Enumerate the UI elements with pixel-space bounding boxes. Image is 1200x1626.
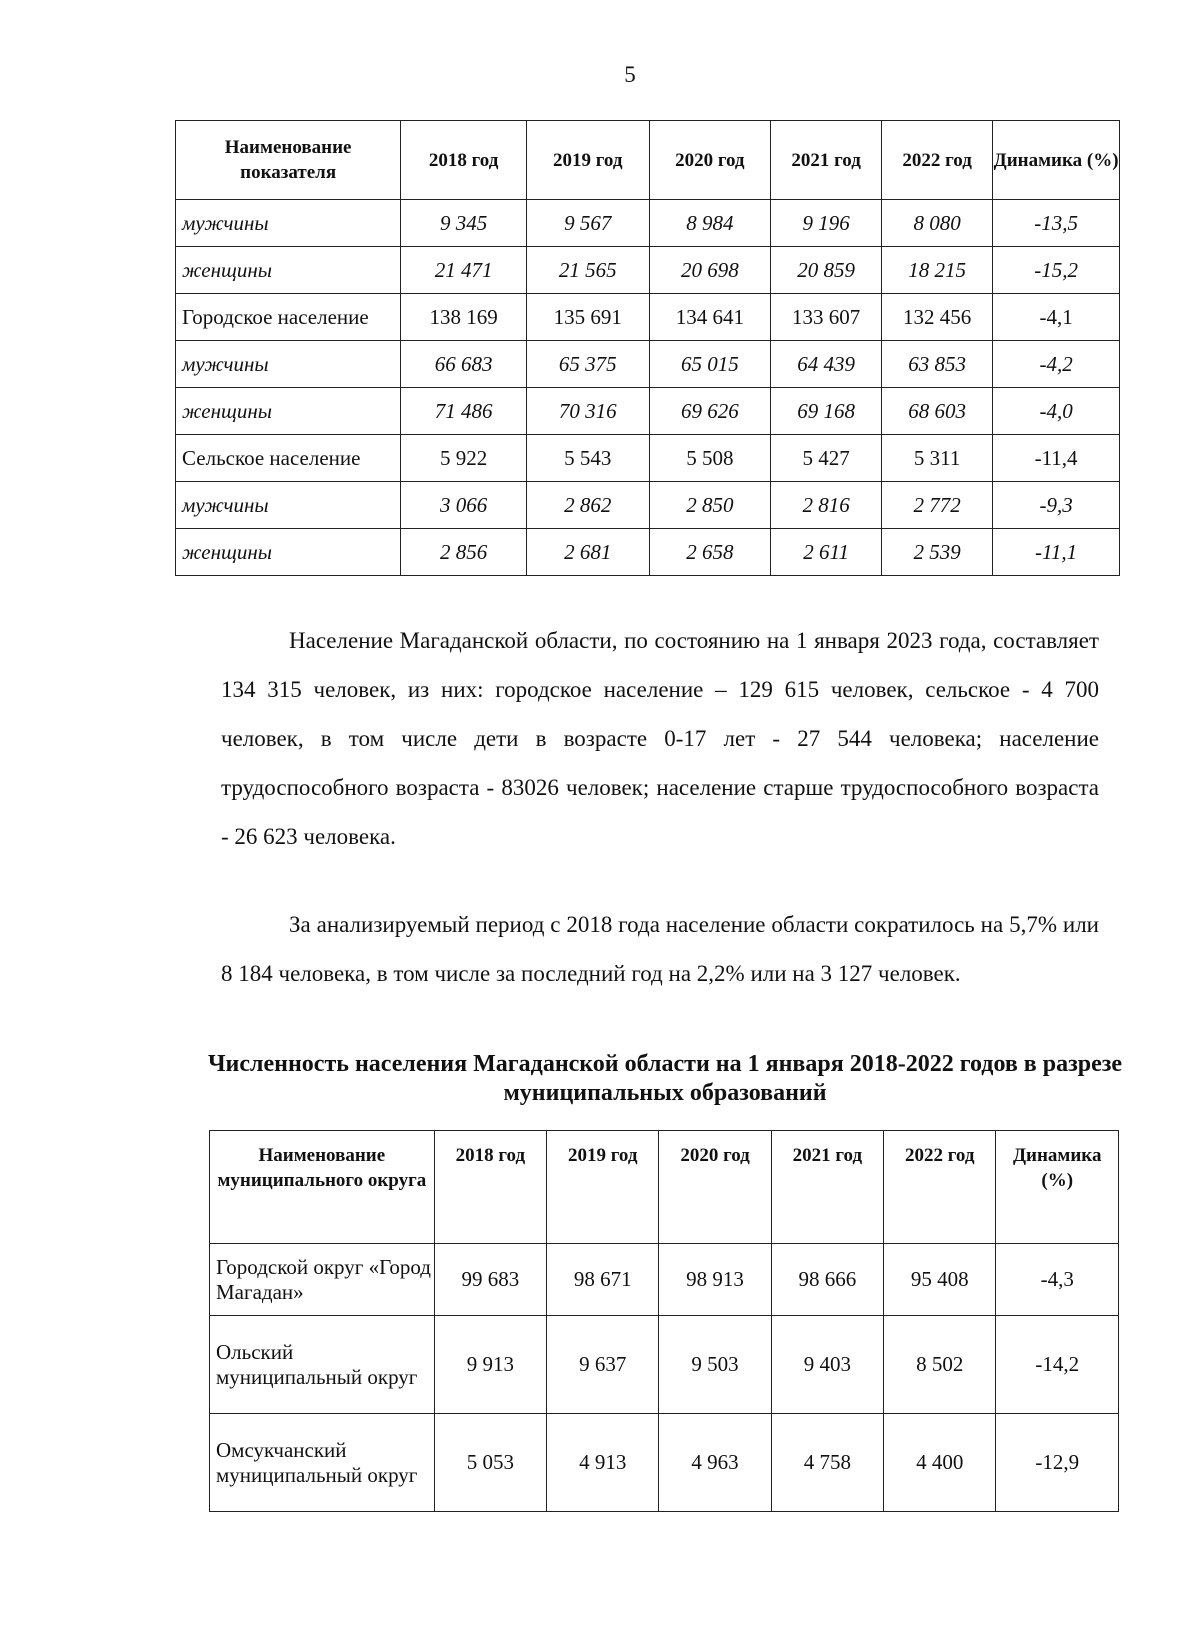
cell-2021: 4 758 [771, 1414, 883, 1512]
table-row [176, 341, 1120, 388]
cell-2018: 71 486 [401, 388, 527, 435]
cell-2021: 64 439 [771, 341, 882, 388]
header-indicator: Наименование показателя [176, 121, 401, 200]
cell-2022: 18 215 [882, 247, 993, 294]
table-row [176, 435, 1120, 482]
cell-dynamics: -11,4 [993, 435, 1120, 482]
cell-2020: 69 626 [649, 388, 771, 435]
row-label: мужчины [176, 482, 401, 529]
cell-dynamics: -9,3 [993, 482, 1120, 529]
population-summary-paragraph [221, 616, 1099, 861]
table-row [176, 200, 1120, 247]
header-2020: 2020 год [649, 121, 771, 200]
cell-2021: 2 611 [771, 529, 882, 576]
cell-2020: 5 508 [649, 435, 771, 482]
cell-2020: 9 503 [659, 1316, 771, 1414]
cell-2019: 135 691 [526, 294, 649, 341]
header-2021: 2021 год [771, 1131, 883, 1244]
population-table-urban-rural [175, 120, 1120, 576]
table-row [176, 388, 1120, 435]
header-2022: 2022 год [884, 1131, 996, 1244]
population-table-municipal [209, 1130, 1119, 1512]
cell-2018: 138 169 [401, 294, 527, 341]
table-row [210, 1244, 1119, 1316]
cell-2022: 2 772 [882, 482, 993, 529]
cell-2019: 4 913 [547, 1414, 659, 1512]
table-row [176, 482, 1120, 529]
cell-2020: 2 658 [649, 529, 771, 576]
section-title: Численность населения Магаданской области на 1 января 2018-2022 годов в разрезе муниципальных образований [207, 1051, 1123, 1106]
header-2019: 2019 год [526, 121, 649, 200]
table-header-row [176, 121, 1120, 200]
cell-2021: 20 859 [771, 247, 882, 294]
cell-2019: 9 637 [547, 1316, 659, 1414]
cell-2020: 98 913 [659, 1244, 771, 1316]
cell-2021: 69 168 [771, 388, 882, 435]
cell-2018: 21 471 [401, 247, 527, 294]
cell-dynamics: -4,3 [996, 1244, 1119, 1316]
header-2019: 2019 год [547, 1131, 659, 1244]
row-label: женщины [176, 388, 401, 435]
cell-2020: 65 015 [649, 341, 771, 388]
row-label: Сельское население [176, 435, 401, 482]
cell-2022: 4 400 [884, 1414, 996, 1512]
cell-2022: 132 456 [882, 294, 993, 341]
cell-2019: 70 316 [526, 388, 649, 435]
cell-2022: 68 603 [882, 388, 993, 435]
cell-2021: 9 403 [771, 1316, 883, 1414]
cell-2018: 3 066 [401, 482, 527, 529]
header-district: Наименование муниципального округа [210, 1131, 435, 1244]
cell-2022: 8 502 [884, 1316, 996, 1414]
row-label: мужчины [176, 341, 401, 388]
row-label: женщины [176, 529, 401, 576]
cell-2020: 134 641 [649, 294, 771, 341]
table-row [176, 529, 1120, 576]
cell-2022: 95 408 [884, 1244, 996, 1316]
cell-2021: 9 196 [771, 200, 882, 247]
row-label: Городское население [176, 294, 401, 341]
row-label: Городской округ «Город Магадан» [210, 1244, 435, 1316]
cell-2020: 8 984 [649, 200, 771, 247]
header-2021: 2021 год [771, 121, 882, 200]
cell-dynamics: -12,9 [996, 1414, 1119, 1512]
cell-dynamics: -4,2 [993, 341, 1120, 388]
cell-2020: 4 963 [659, 1414, 771, 1512]
cell-2022: 5 311 [882, 435, 993, 482]
row-label: Ольский муниципальный округ [210, 1316, 435, 1414]
cell-dynamics: -14,2 [996, 1316, 1119, 1414]
cell-2019: 65 375 [526, 341, 649, 388]
cell-2020: 2 850 [649, 482, 771, 529]
cell-2019: 2 862 [526, 482, 649, 529]
cell-2019: 21 565 [526, 247, 649, 294]
cell-2022: 2 539 [882, 529, 993, 576]
cell-2022: 8 080 [882, 200, 993, 247]
paragraph-text: За анализируемый период с 2018 года население области сократилось на 5,7% или 8 184 человека, в том числе за последний год на 2,2% или на 3 127 человек. [221, 912, 1099, 986]
table-row [210, 1316, 1119, 1414]
cell-2019: 9 567 [526, 200, 649, 247]
header-2018: 2018 год [434, 1131, 546, 1244]
cell-2021: 5 427 [771, 435, 882, 482]
header-dynamics: Динамика (%) [996, 1131, 1119, 1244]
cell-2020: 20 698 [649, 247, 771, 294]
cell-2018: 5 053 [434, 1414, 546, 1512]
cell-2018: 9 345 [401, 200, 527, 247]
table-header-row [210, 1131, 1119, 1244]
cell-dynamics: -4,0 [993, 388, 1120, 435]
table-row [176, 247, 1120, 294]
cell-2021: 2 816 [771, 482, 882, 529]
header-2018: 2018 год [401, 121, 527, 200]
cell-2018: 2 856 [401, 529, 527, 576]
cell-dynamics: -13,5 [993, 200, 1120, 247]
header-dynamics: Динамика (%) [993, 121, 1120, 200]
row-label: женщины [176, 247, 401, 294]
paragraph-text: Население Магаданской области, по состоянию на 1 января 2023 года, составляет 134 315 человек, из них: городское население – 129 615 человек, сельское - 4 700 человек, в том числе дети в возрасте 0-17 лет - 27 544 человека; население трудоспособного возраста - 83026 человек; население старше трудоспособного возраста - 26 623 человека. [221, 628, 1099, 849]
cell-2018: 66 683 [401, 341, 527, 388]
cell-2018: 5 922 [401, 435, 527, 482]
cell-2018: 9 913 [434, 1316, 546, 1414]
cell-2022: 63 853 [882, 341, 993, 388]
cell-dynamics: -4,1 [993, 294, 1120, 341]
row-label: мужчины [176, 200, 401, 247]
row-label: Омсукчанский муниципальный округ [210, 1414, 435, 1512]
cell-2019: 5 543 [526, 435, 649, 482]
table-row [176, 294, 1120, 341]
header-2022: 2022 год [882, 121, 993, 200]
cell-2019: 2 681 [526, 529, 649, 576]
page-number: 5 [624, 62, 636, 87]
header-2020: 2020 год [659, 1131, 771, 1244]
cell-2021: 98 666 [771, 1244, 883, 1316]
cell-2019: 98 671 [547, 1244, 659, 1316]
population-decline-paragraph [221, 900, 1099, 998]
cell-dynamics: -11,1 [993, 529, 1120, 576]
cell-dynamics: -15,2 [993, 247, 1120, 294]
table-row [210, 1414, 1119, 1512]
cell-2021: 133 607 [771, 294, 882, 341]
cell-2018: 99 683 [434, 1244, 546, 1316]
